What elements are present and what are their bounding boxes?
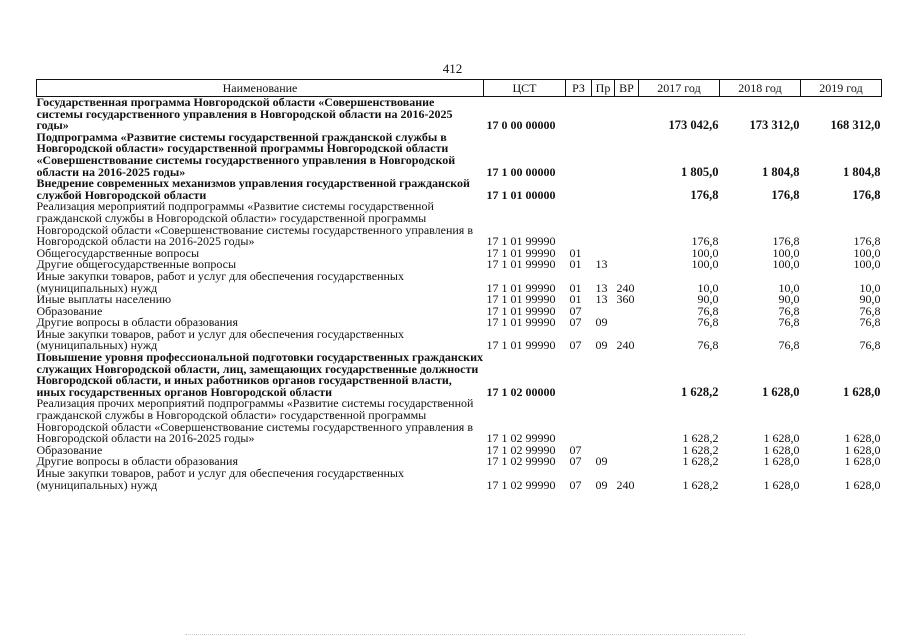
row-name: Иные выплаты населению [36, 292, 172, 307]
row-pr: 13 [595, 292, 608, 307]
row-cst: 17 1 01 99990 [486, 234, 556, 249]
row-name: Образование [36, 442, 103, 457]
row-value-2017: 1 628,2 [682, 442, 719, 457]
row-rz: 07 [569, 338, 582, 353]
row-value-2017: 1 628,2 [682, 431, 719, 446]
row-cst: 17 1 02 99990 [486, 477, 556, 492]
row-pr [592, 178, 615, 201]
row-value-2019: 76,8 [859, 338, 881, 353]
row-name: Образование [36, 303, 103, 318]
row-value-2017: 76,8 [697, 338, 719, 353]
row-value-2017: 76,8 [697, 315, 719, 330]
row-value-2019: 10,0 [859, 280, 881, 295]
row-pr: 13 [595, 280, 608, 295]
row-cst: 17 1 02 99990 [486, 431, 556, 446]
row-cst: 17 1 01 00000 [486, 187, 556, 202]
row-pr [592, 97, 615, 132]
row-value-2017: 1 628,2 [682, 454, 719, 469]
row-value-2018: 1 628,0 [762, 384, 800, 399]
row-value-2018: 176,8 [772, 234, 800, 249]
row-value-2019: 1 628,0 [844, 431, 881, 446]
row-cst: 17 1 01 99990 [486, 280, 556, 295]
row-value-2018: 100,0 [772, 257, 800, 272]
table-row [37, 398, 882, 444]
row-cst: 17 1 01 99990 [486, 292, 556, 307]
page-number: 412 [442, 61, 463, 76]
table-row [37, 294, 882, 306]
row-rz: 07 [569, 303, 582, 318]
row-cst: 17 1 01 99990 [486, 303, 556, 318]
row-vr [615, 201, 639, 247]
row-rz: 07 [569, 315, 582, 330]
row-rz: 07 [569, 442, 582, 457]
row-vr [615, 248, 639, 260]
row-pr [592, 352, 615, 398]
budget-table [36, 79, 882, 491]
row-value-2017: 176,8 [690, 187, 719, 202]
row-value-2018: 76,8 [778, 338, 800, 353]
row-cst: 17 1 01 99990 [486, 245, 556, 260]
row-name: Иные закупки товаров, работ и услуг для обеспечения государственных (муниципальных) нужд [36, 326, 404, 353]
row-rz: 01 [569, 292, 582, 307]
row-rz: 07 [569, 477, 582, 492]
row-name: Другие общегосударственные вопросы [36, 257, 237, 272]
header-pr: Пр [592, 80, 615, 97]
row-rz: 01 [569, 280, 582, 295]
row-name: Иные закупки товаров, работ и услуг для обеспечения государственных (муниципальных) нужд [36, 268, 404, 295]
row-value-2019: 100,0 [853, 257, 881, 272]
row-value-2017: 1 628,2 [682, 477, 719, 492]
row-value-2017: 176,8 [691, 234, 719, 249]
table-row [37, 352, 882, 398]
row-pr: 09 [595, 477, 608, 492]
row-name: Другие вопросы в области образования [36, 454, 238, 469]
row-rz: 07 [569, 454, 582, 469]
row-value-2019: 1 628,0 [843, 384, 881, 399]
table-row [37, 329, 882, 352]
row-vr [615, 445, 639, 457]
table-row [37, 201, 882, 247]
table-row [37, 178, 882, 201]
row-vr [615, 132, 639, 178]
row-cst: 17 1 02 99990 [486, 454, 556, 469]
row-vr [615, 317, 639, 329]
row-cst: 17 1 01 99990 [486, 315, 556, 330]
row-vr: 240 [616, 338, 635, 353]
row-vr [615, 456, 639, 468]
row-value-2019: 176,8 [853, 234, 881, 249]
row-value-2019: 168 312,0 [830, 118, 881, 133]
row-value-2019: 100,0 [853, 245, 881, 260]
row-pr [592, 201, 615, 247]
row-rz: 01 [569, 257, 582, 272]
row-value-2019: 1 628,0 [844, 477, 881, 492]
row-value-2018: 1 628,0 [763, 454, 800, 469]
row-name: Внедрение современных механизмов управления государственной гражданской службой Новгородской области [36, 176, 470, 202]
row-value-2019: 90,0 [859, 292, 881, 307]
table-row [37, 468, 882, 491]
row-cst: 17 1 01 99990 [486, 257, 556, 272]
header-cst: ЦСТ [484, 80, 566, 97]
row-cst: 17 1 00 00000 [486, 164, 556, 179]
header-rz: РЗ [566, 80, 592, 97]
row-name: Иные закупки товаров, работ и услуг для обеспечения государственных (муниципальных) нужд [36, 466, 404, 492]
row-value-2018: 176,8 [771, 187, 800, 202]
row-vr [615, 352, 639, 398]
table-row [37, 132, 882, 178]
row-value-2019: 76,8 [859, 303, 881, 318]
row-value-2019: 76,8 [859, 315, 881, 330]
row-rz [566, 201, 592, 247]
row-value-2019: 176,8 [852, 187, 881, 202]
row-rz [566, 178, 592, 201]
row-name: Общегосударственные вопросы [36, 245, 200, 260]
row-name: Реализация прочих мероприятий подпрограммы «Развитие системы государственной гражданской службы в Новгородской области» государственной программы Новгородской области «Совершенствование системы государственного управления в Новгородской области на 2016-2025 годы» [36, 396, 474, 446]
row-name: Повышение уровня профессиональной подготовки государственных гражданских служащих Новгородской области, лиц, замещающих государственные должности Новгородской области, и иных работников органов государственной власти, иных государственных органов Новгородской области [36, 350, 483, 399]
row-name: Подпрограмма «Развитие системы государственной гражданской службы в Новгородской области» государственной программы Новгородской области «Совершенствование системы государственного управления в Новгородской области на 2016-2025 годы» [36, 129, 456, 179]
row-pr: 13 [595, 257, 608, 272]
header-name: Наименование [37, 80, 484, 97]
header-vr: ВР [615, 80, 639, 97]
page-bottom-divider [185, 634, 745, 635]
row-vr [615, 178, 639, 201]
row-value-2018: 1 628,0 [763, 431, 800, 446]
table-row [37, 271, 882, 294]
row-pr [592, 398, 615, 444]
row-value-2018: 1 628,0 [763, 442, 800, 457]
row-cst: 17 1 01 99990 [486, 338, 556, 353]
row-rz: 01 [569, 245, 582, 260]
row-value-2017: 173 042,6 [668, 118, 719, 133]
row-value-2018: 10,0 [778, 280, 800, 295]
row-vr [615, 398, 639, 444]
row-value-2017: 1 805,0 [681, 164, 719, 179]
row-value-2018: 100,0 [772, 245, 800, 260]
row-vr: 240 [616, 280, 635, 295]
header-2017: 2017 год [639, 80, 720, 97]
row-cst: 17 0 00 00000 [486, 118, 556, 133]
row-name: Другие вопросы в области образования [36, 315, 238, 330]
row-vr [615, 259, 639, 271]
row-value-2017: 10,0 [697, 280, 719, 295]
row-value-2018: 90,0 [778, 292, 800, 307]
row-value-2017: 1 628,2 [681, 384, 719, 399]
row-value-2019: 1 628,0 [844, 454, 881, 469]
row-pr [592, 132, 615, 178]
row-vr: 360 [616, 292, 635, 307]
row-rz [566, 132, 592, 178]
row-value-2017: 100,0 [691, 245, 719, 260]
table-row [37, 97, 882, 132]
row-pr: 09 [595, 315, 608, 330]
row-value-2018: 76,8 [778, 315, 800, 330]
row-vr: 240 [616, 477, 635, 492]
row-cst: 17 1 02 00000 [486, 384, 556, 399]
row-value-2019: 1 628,0 [844, 442, 881, 457]
row-vr [615, 306, 639, 318]
row-value-2018: 76,8 [778, 303, 800, 318]
row-pr: 09 [595, 338, 608, 353]
table-header-row [37, 80, 882, 97]
row-value-2017: 90,0 [697, 292, 719, 307]
row-rz [566, 97, 592, 132]
row-value-2018: 1 628,0 [763, 477, 800, 492]
row-pr: 09 [595, 454, 608, 469]
row-vr [615, 97, 639, 132]
row-value-2019: 1 804,8 [843, 164, 881, 179]
table-body [37, 97, 882, 492]
row-rz [566, 398, 592, 444]
row-name: Реализация мероприятий подпрограммы «Развитие системы государственной гражданской службы в Новгородской области» государственной программы Новгородской области «Совершенствование системы государственного управления в Новгородской области на 2016-2025 годы» [36, 199, 473, 249]
row-value-2017: 76,8 [697, 303, 719, 318]
header-2018: 2018 год [720, 80, 801, 97]
row-cst: 17 1 02 99990 [486, 442, 556, 457]
row-rz [566, 352, 592, 398]
row-name: Государственная программа Новгородской области «Совершенствование системы государственного управления в Новгородской области на 2016-2025 годы» [36, 95, 453, 133]
row-value-2018: 173 312,0 [749, 118, 800, 133]
row-value-2018: 1 804,8 [762, 164, 800, 179]
header-2019: 2019 год [801, 80, 882, 97]
row-value-2017: 100,0 [691, 257, 719, 272]
